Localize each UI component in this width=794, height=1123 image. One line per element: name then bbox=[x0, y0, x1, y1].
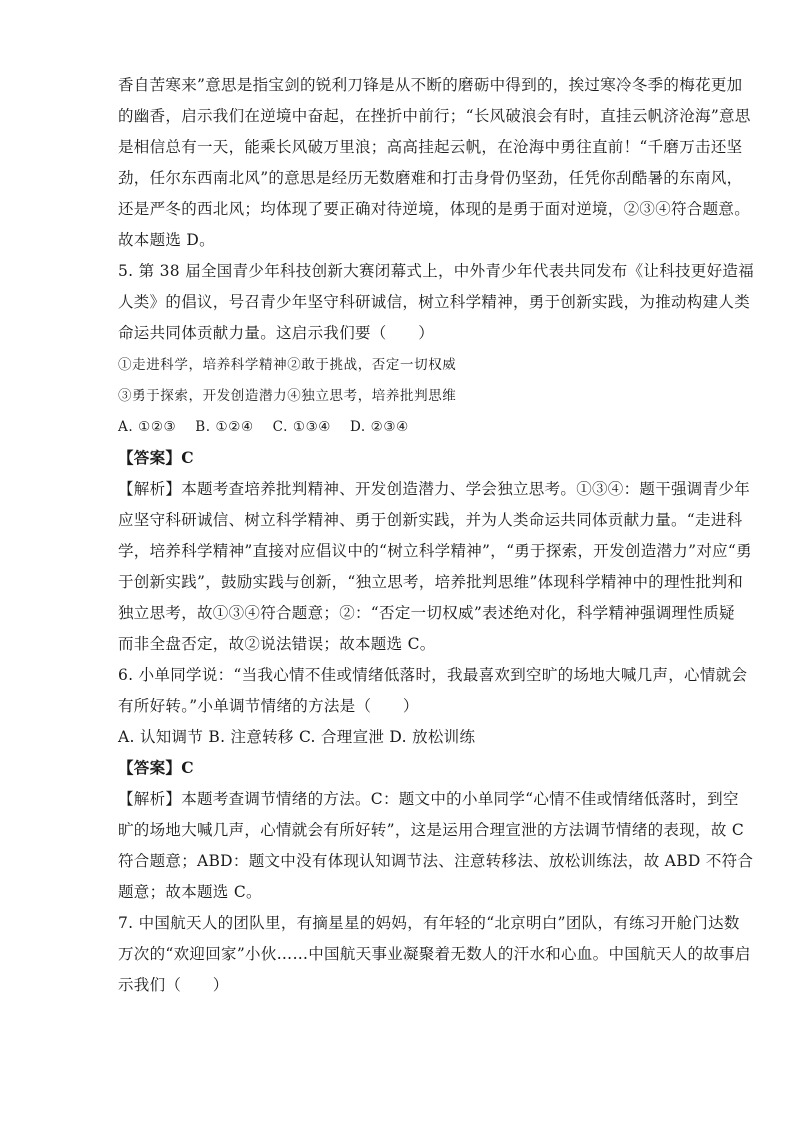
analysis-5-line-3: 学，培养科学精神”直接对应倡议中的“树立科学精神”，“勇于探索，开发创造潜力”对应“勇 bbox=[118, 542, 752, 560]
text-line-6: 故本题选 D。 bbox=[118, 231, 215, 249]
text-line-1: 香自苦寒来”意思是指宝剑的锐利刀锋是从不断的磨砺中得到的，挨过寒冷冬季的梅花更加 bbox=[118, 76, 743, 94]
question-5-line-2: 人类》的倡议，号召青少年坚守科研诚信，树立科学精神，勇于创新实践，为推动构建人类 bbox=[118, 293, 751, 311]
analysis-5-line-6: 而非全盘否定，故②说法错误；故本题选 C。 bbox=[118, 635, 436, 653]
question-7-line-2: 万次的“欢迎回家”小伙……中国航天事业凝聚着无数人的汗水和心血。中国航天人的故事启 bbox=[118, 945, 751, 963]
question-5-line-1: 5. 第 38 届全国青少年科技创新大赛闭幕式上，中外青少年代表共同发布《让科技更好造福 bbox=[118, 262, 754, 280]
analysis-6-line-4: 题意；故本题选 C。 bbox=[118, 883, 262, 901]
question-7-line-1: 7. 中国航天人的团队里，有摘星星的妈妈，有年轻的“北京明白”团队，有练习开舱门达数 bbox=[118, 914, 740, 932]
text-line-3: 是相信总有一天，能乘长风破万里浪；高高挂起云帆，在沧海中勇往直前！“千磨万击还坚 bbox=[118, 138, 743, 156]
analysis-6-line-2: 旷的场地大喊几声，心情就会有所好转”，这是运用合理宣泄的方法调节情绪的表现，故 C bbox=[118, 821, 745, 839]
question-5-options: A. ①②③ B. ①②④ C. ①③④ D. ②③④ bbox=[118, 419, 409, 435]
analysis-5-line-1: 【解析】本题考查培养批判精神、开发创造潜力、学会独立思考。①③④：题干强调青少年 bbox=[118, 480, 751, 498]
analysis-5-line-2: 应坚守科研诚信、树立科学精神、勇于创新实践，并为人类命运共同体贡献力量。“走进科 bbox=[118, 511, 743, 529]
text-line-4: 劲，任尔东西南北风”的意思是经历无数磨难和打击身骨仍坚劲，任凭你刮酷暑的东南风， bbox=[118, 169, 743, 187]
question-5-items-2: ③勇于探索，开发创造潜力④独立思考，培养批判思维 bbox=[118, 388, 457, 404]
question-6-line-1: 6. 小单同学说：“当我心情不佳或情绪低落时，我最喜欢到空旷的场地大喊几声，心情就会 bbox=[118, 666, 748, 684]
question-6-options: A. 认知调节 B. 注意转移 C. 合理宣泄 D. 放松训练 bbox=[118, 728, 476, 746]
analysis-5-line-5: 独立思考，故①③④符合题意；②：“否定一切权威”表述绝对化，科学精神强调理性质疑 bbox=[118, 604, 735, 622]
analysis-5-line-4: 于创新实践”，鼓励实践与创新，“独立思考，培养批判思维”体现科学精神中的理性批判和 bbox=[118, 573, 744, 591]
question-6-line-2: 有所好转。”小单调节情绪的方法是（ ） bbox=[118, 697, 419, 715]
answer-6: 【答案】C bbox=[118, 758, 194, 777]
text-line-2: 的幽香，启示我们在逆境中奋起，在挫折中前行；“长风破浪会有时，直挂云帆济沧海”意思 bbox=[118, 107, 751, 125]
question-5-items-1: ①走进科学，培养科学精神②敢于挑战，否定一切权威 bbox=[118, 357, 457, 373]
analysis-6-line-1: 【解析】本题考查调节情绪的方法。C：题文中的小单同学“心情不佳或情绪低落时，到空 bbox=[118, 790, 739, 808]
analysis-6-line-3: 符合题意；ABD：题文中没有体现认知调节法、注意转移法、放松训练法，故 ABD 不符合 bbox=[118, 852, 754, 870]
question-7-line-3: 示我们（ ） bbox=[118, 976, 229, 994]
text-line-5: 还是严冬的西北风；均体现了要正确对待逆境，体现的是勇于面对逆境，②③④符合题意。 bbox=[118, 200, 751, 218]
answer-5: 【答案】C bbox=[118, 448, 194, 467]
question-5-line-3: 命运共同体贡献力量。这启示我们要（ ） bbox=[118, 324, 435, 342]
